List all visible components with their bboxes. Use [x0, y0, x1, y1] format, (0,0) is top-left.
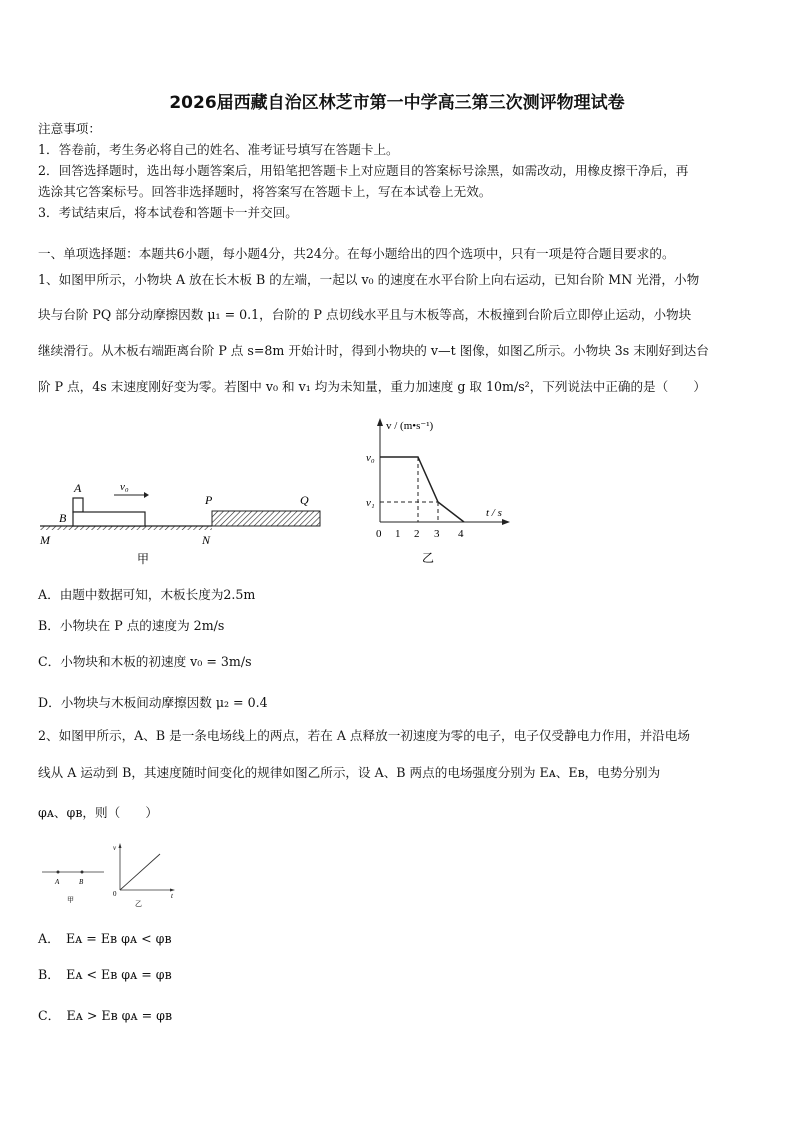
y-axis-arrowhead [119, 843, 122, 848]
tick-2: 2 [414, 528, 420, 540]
question-2-text: φᴀ、φʙ，则（ ） [38, 805, 158, 820]
q2-option-b: B． Eᴀ < Eʙ φᴀ = φʙ [38, 967, 172, 982]
block-a [73, 498, 83, 512]
point-b [81, 871, 84, 874]
notice-item: 2．回答选择题时，选出每小题答案后，用铅笔把答题卡上对应题目的答案标号涂黑，如需改动，用橡皮擦干净后，再 [38, 163, 689, 178]
label-a: A [74, 481, 82, 495]
notice-item: 1．答卷前，考生务必将自己的姓名、准考证号填写在答题卡上。 [38, 142, 399, 157]
label-b: B [79, 878, 84, 886]
question-1-text: 块与台阶 PQ 部分动摩擦因数 μ₁ = 0.1，台阶的 P 点切线水平且与木板等高，木板撞到台阶后立即停止运动，小物块 [38, 307, 692, 322]
q2-figure-jia [40, 862, 110, 906]
q2-figure-yi [110, 840, 182, 910]
label-b: B [59, 511, 67, 525]
y-axis-label: v / (m•s⁻¹) [386, 420, 434, 432]
question-1-text: 1、如图甲所示，小物块 A 放在长木板 B 的左端，一起以 v₀ 的速度在水平台阶上向右运动，已知台阶 MN 光滑，小物 [38, 272, 700, 287]
label-n: N [202, 533, 211, 547]
y-axis-label: v [113, 844, 117, 852]
y-axis-arrowhead [377, 418, 383, 426]
section-heading: 一、单项选择题：本题共6小题，每小题4分，共24分。在每小题给出的四个选项中，只有一项是符合题目要求的。 [38, 246, 675, 261]
q2-option-c: C． Eᴀ > Eʙ φᴀ = φʙ [38, 1008, 173, 1023]
tick-4: 4 [458, 528, 464, 540]
label-a: A [55, 878, 60, 886]
caption-jia: 甲 [137, 552, 150, 566]
x-axis-label: t / s [486, 507, 502, 519]
tick-v1: v₁ [366, 497, 375, 509]
q1-figure-yi [350, 414, 520, 570]
q1-option-d: D．小物块与木板间动摩擦因数 μ₂ = 0.4 [38, 695, 268, 710]
q1-figure-jia [36, 472, 336, 572]
tick-0: 0 [376, 528, 382, 540]
q1-option-b: B．小物块在 P 点的速度为 2m/s [38, 618, 225, 633]
notice-heading: 注意事项： [38, 121, 101, 136]
origin-label: 0 [113, 890, 117, 898]
step-pq [212, 511, 320, 526]
vt-graph-line [380, 457, 464, 522]
label-q: Q [300, 493, 309, 507]
question-2-text: 2、如图甲所示，A、B 是一条电场线上的两点，若在 A 点释放一初速度为零的电子，电子仅受静电力作用，并沿电场 [38, 728, 690, 743]
velocity-arrowhead [144, 492, 149, 498]
caption-jia: 甲 [67, 896, 74, 904]
q2-option-a: A． Eᴀ = Eʙ φᴀ < φʙ [38, 931, 172, 946]
question-1-text: 阶 P 点，4s 末速度刚好变为零。若图中 v₀ 和 v₁ 均为未知量，重力加速度 g 取 10m/s²，下列说法中正确的是（ ） [38, 379, 707, 394]
caption-yi: 乙 [422, 551, 435, 565]
question-1-text: 继续滑行。从木板右端距离台阶 P 点 s=8m 开始计时，得到小物块的 v—t 图像，如图乙所示。小物块 3s 末刚好到达台 [38, 343, 709, 358]
notice-item: 3．考试结束后，将本试卷和答题卡一并交回。 [38, 205, 298, 220]
x-axis-arrowhead [502, 519, 510, 525]
x-axis-label: t [171, 892, 173, 900]
label-p: P [205, 493, 213, 507]
label-m: M [40, 533, 50, 547]
question-2-text: 线从 A 运动到 B，其速度随时间变化的规律如图乙所示，设 A、B 两点的电场强度分别为 Eᴀ、Eʙ，电势分别为 [38, 765, 661, 780]
label-v0: v₀ [120, 481, 129, 493]
tick-1: 1 [395, 528, 401, 540]
notice-item: 选涂其它答案标号。回答非选择题时，将答案写在答题卡上，写在本试卷上无效。 [38, 184, 492, 199]
vt-line [120, 854, 160, 890]
caption-yi: 乙 [135, 900, 142, 908]
q1-option-a: A．由题中数据可知，木板长度为2.5m [38, 587, 256, 602]
point-a [57, 871, 60, 874]
board-b [73, 512, 145, 526]
tick-v0: v₀ [366, 452, 375, 464]
tick-3: 3 [434, 528, 440, 540]
q1-option-c: C．小物块和木板的初速度 v₀ = 3m/s [38, 654, 252, 669]
page-title: 2026届西藏自治区林芝市第一中学高三第三次测评物理试卷 [169, 93, 625, 113]
